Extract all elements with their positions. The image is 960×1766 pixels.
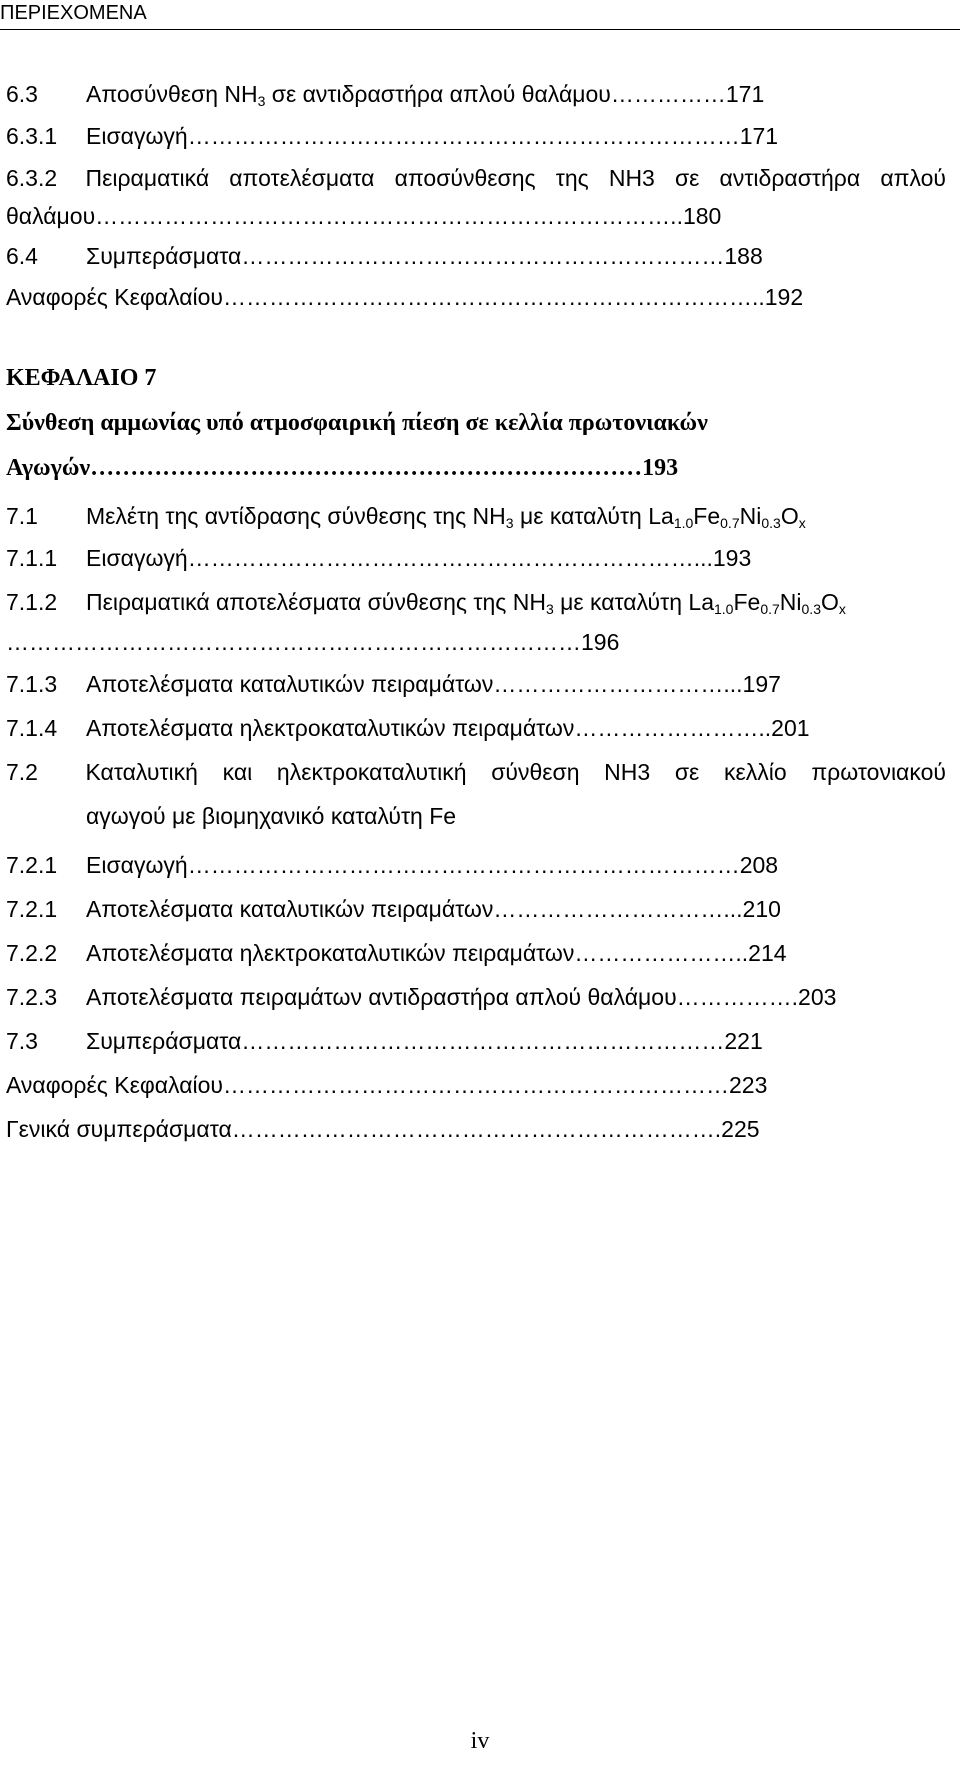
entry-number: 7.1.1 (6, 545, 58, 571)
toc-entry-6-3[interactable] (6, 80, 946, 108)
entry-title: Εισαγωγή (86, 123, 188, 149)
toc-entry-7-2-2[interactable] (6, 939, 946, 967)
entry-number: 7.2 (6, 759, 38, 785)
entry-page: .180 (676, 203, 722, 229)
running-header: ΠΕΡΙΕΧΟΜΕΝΑ (0, 2, 147, 24)
entry-title: Αποτελέσματα καταλυτικών πειραμάτων (86, 671, 494, 697)
entry-title: Εισαγωγή (86, 852, 188, 878)
toc-entry-7-2-1-catalytic[interactable] (6, 895, 946, 923)
entry-number: 6.4 (6, 243, 38, 269)
dot-leader: ………………………….. (493, 671, 737, 697)
toc-entry-6-3-2-cont[interactable] (6, 202, 946, 230)
toc-entry-7-2-1-intro[interactable] (6, 851, 946, 879)
entry-number: 7.2.1 (6, 896, 58, 922)
entry-number: 6.3.2 (6, 165, 58, 191)
entry-title: Αναφορές Κεφαλαίου (6, 1072, 223, 1098)
entry-title: Αποσύνθεση $NH_3$ σε αντιδραστήρα απλού θαλάμου (86, 81, 611, 109)
entry-page: 208 (739, 852, 779, 878)
toc-entry-7-2-3[interactable] (6, 983, 946, 1011)
entry-page: 225 (721, 1116, 760, 1142)
entry-page: .203 (791, 984, 837, 1010)
entry-number: 7.2.3 (6, 984, 58, 1010)
entry-title-cont: αγωγού με βιομηχανικό καταλύτη Fe (86, 803, 457, 829)
entry-page: .201 (764, 715, 810, 741)
dot-leader: ……………………. (574, 715, 765, 741)
toc-entry-7-1-4[interactable] (6, 714, 946, 742)
entry-page: .210 (736, 896, 781, 922)
dot-leader: …………………………………………………………………. (95, 203, 677, 229)
entry-title: Συμπεράσματα (86, 1028, 242, 1054)
entry-title: Πειραματικά αποτελέσματα σύνθεσης της $NH_3$ με καταλύτη $La_{1.0}Fe_{0.7}Ni_{0.3}O_x$ (86, 589, 846, 617)
entry-page: 193 (642, 455, 679, 481)
entry-number: 7.1.2 (6, 589, 58, 615)
entry-number: 7.3 (6, 1028, 38, 1054)
entry-number: 7.1 (6, 503, 38, 529)
header-rule (0, 29, 960, 30)
entry-page: 223 (728, 1072, 768, 1098)
toc-entry-general-conclusions[interactable] (6, 1115, 946, 1143)
toc-entry-7-1-2[interactable] (6, 588, 946, 616)
entry-page: .214 (741, 940, 787, 966)
entry-number: 6.3.1 (6, 123, 58, 149)
toc-entry-7-1[interactable] (6, 502, 946, 530)
toc-entry-7-3[interactable] (6, 1027, 946, 1055)
page-number: iv (470, 1728, 490, 1754)
entry-title: Αποτελέσματα ηλεκτροκαταλυτικών πειραμάτων (86, 940, 575, 966)
chapter-title-cont[interactable] (6, 453, 678, 483)
entry-number: 7.1.4 (6, 715, 58, 741)
entry-title-cont: θαλάμου (6, 203, 96, 229)
entry-page: 171 (739, 123, 779, 149)
dot-leader: ………………………….. (493, 896, 737, 922)
entry-title-cont: Αγωγών (6, 455, 91, 481)
dot-leader: ……………………………………………………… (241, 243, 725, 269)
toc-entry-7-2-cont[interactable] (6, 802, 946, 830)
entry-number: 7.2.1 (6, 852, 58, 878)
dot-leader: …………………. (574, 940, 742, 966)
toc-entry-6-3-2[interactable] (6, 164, 946, 192)
entry-number: 7.2.2 (6, 940, 58, 966)
dot-leader: …………… (676, 984, 792, 1010)
toc-entry-7-2[interactable] (6, 758, 946, 786)
entry-title: Εισαγωγή (86, 545, 188, 571)
toc-entry-7-1-3[interactable] (6, 670, 946, 698)
toc-entry-6-3-1[interactable] (6, 122, 946, 150)
chapter-title[interactable]: Σύνθεση αμμωνίας υπό ατμοσφαιρική πίεση σε κελλία πρωτονιακών (6, 410, 708, 436)
toc-entry-references-7[interactable] (6, 1071, 946, 1099)
entry-number: 6.3 (6, 81, 38, 107)
entry-title: Γενικά συμπεράσματα (6, 1116, 232, 1142)
entry-title: Αποτελέσματα ηλεκτροκαταλυτικών πειραμάτων (86, 715, 575, 741)
entry-title: Καταλυτική και ηλεκτροκαταλυτική σύνθεση ΝΗ3 σε κελλίο πρωτονιακού (85, 759, 946, 785)
entry-title: Αναφορές Κεφαλαίου (6, 284, 223, 310)
entry-page: 221 (724, 1028, 763, 1054)
entry-title: Αποτελέσματα πειραμάτων αντιδραστήρα απλού θαλάμου (86, 984, 677, 1010)
toc-entry-7-1-1[interactable] (6, 544, 946, 572)
dot-leader: ………………………………………………………………… (6, 629, 581, 655)
dot-leader: ……………………………………………………………… (187, 852, 740, 878)
entry-page: 196 (581, 629, 620, 655)
toc-entry-6-4[interactable] (6, 242, 946, 270)
toc-entry-7-1-2-cont[interactable] (6, 628, 946, 656)
entry-page: .192 (758, 284, 804, 310)
entry-page: 188 (724, 243, 763, 269)
entry-title: Συμπεράσματα (86, 243, 242, 269)
dot-leader: ……………………………………………………… (241, 1028, 725, 1054)
entry-title: Αποτελέσματα καταλυτικών πειραμάτων (86, 896, 494, 922)
entry-title: Πειραματικά αποτελέσματα αποσύνθεσης της ΝΗ3 σε αντιδραστήρα απλού (85, 165, 946, 191)
entry-title: Μελέτη της αντίδρασης σύνθεσης της $NH_3$ με καταλύτη $La_{1.0}Fe_{0.7}Ni_{0.3}O_x$ (86, 503, 806, 531)
entry-page: .193 (706, 545, 752, 571)
entry-page: .197 (736, 671, 781, 697)
dot-leader: …………… (610, 81, 726, 107)
dot-leader: ………………………………………………………….. (187, 545, 707, 571)
entry-page: 171 (725, 81, 765, 107)
dot-leader: ………………………………………………………… (222, 1072, 729, 1098)
toc-entry-references-6[interactable] (6, 283, 946, 311)
dot-leader: …………………………………………………………… (90, 455, 643, 481)
chapter-label: ΚΕΦΑΛΑΙΟ 7 (6, 365, 157, 391)
entry-number: 7.1.3 (6, 671, 58, 697)
dot-leader: ………………………………………………………. (231, 1116, 722, 1142)
dot-leader: ……………………………………………………………… (187, 123, 740, 149)
dot-leader: ……………………………………………………………. (222, 284, 759, 310)
